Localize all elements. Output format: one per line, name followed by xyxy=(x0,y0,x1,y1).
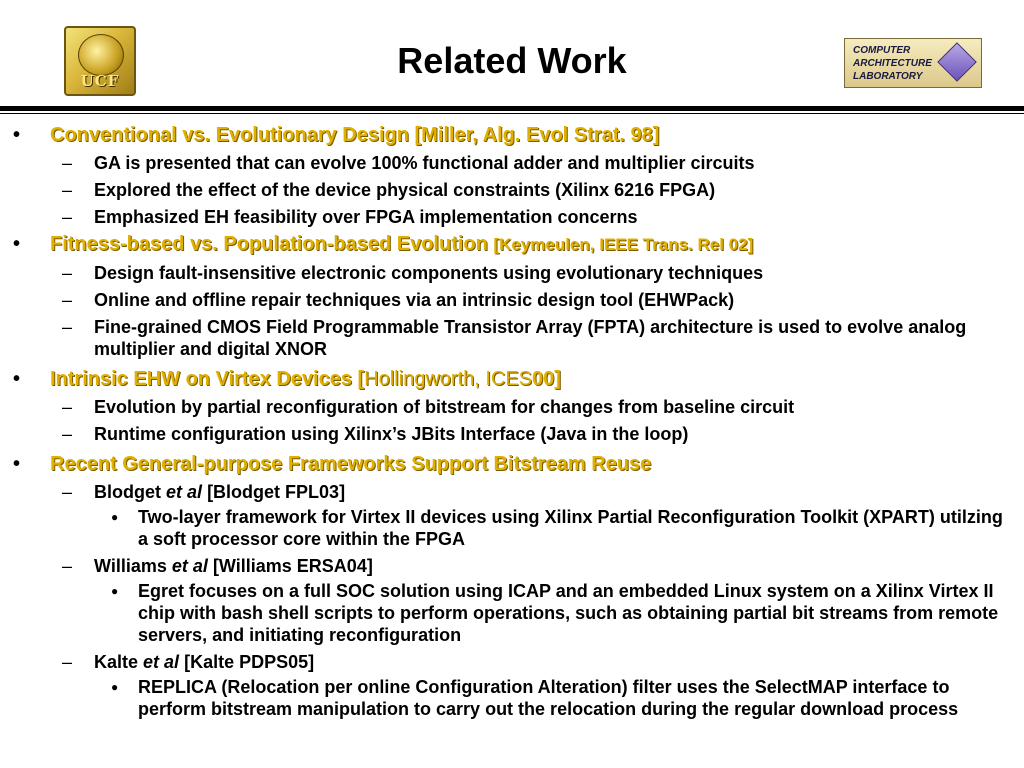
detail-bullet: ● REPLICA (Relocation per online Configuration Alteration) filter uses the SelectMAP interface to perform bitstream manipulation to carry out the relocation during the regular download process xyxy=(111,677,959,719)
header-divider-thin xyxy=(0,113,1024,114)
chip-icon xyxy=(937,42,977,82)
slide-body xyxy=(0,119,1024,720)
slide-title: Related Work xyxy=(397,40,627,81)
sub-bullet: – Fine-grained CMOS Field Programmable Transistor Array (FPTA) architecture is used to evolve analog multiplier and digital XNOR xyxy=(62,317,967,359)
bullet-glyph: • xyxy=(13,124,21,146)
sub-bullet: – Williams et al [Williams ERSA04] xyxy=(62,556,373,576)
bullet-glyph: • xyxy=(13,453,21,475)
bullet-heading: • Conventional vs. Evolutionary Design [Miller, Alg. Evol Strat. 98] xyxy=(13,124,660,146)
sub-bullet: – Runtime configuration using Xilinx’s JBits Interface (Java in the loop) xyxy=(62,424,689,444)
sub-bullet: – GA is presented that can evolve 100% functional adder and multiplier circuits xyxy=(62,153,755,173)
sub-bullet: – Kalte et al [Kalte PDPS05] xyxy=(62,652,315,672)
bullet-glyph: • xyxy=(13,233,21,255)
header-divider-thick xyxy=(0,106,1024,111)
citation: [Keymeulen, IEEE Trans. Rel 02] xyxy=(493,235,754,254)
lab-logo-text: COMPUTER ARCHITECTURE LABORATORY xyxy=(853,45,932,82)
sub-bullet: – Design fault-insensitive electronic components using evolutionary techniques xyxy=(62,263,764,283)
sub-bullet: – Blodget et al [Blodget FPL03] xyxy=(62,482,346,502)
bullet-glyph: • xyxy=(13,368,21,390)
sub-bullet: – Evolution by partial reconfiguration of bitstream for changes from baseline circuit xyxy=(62,397,795,417)
detail-bullet: ● Egret focuses on a full SOC solution using ICAP and an embedded Linux system on a Xilinx Virtex II chip with bash shell scripts to perform operations, such as obtaining partial bit streams from remote servers, and initiating reconfiguration xyxy=(111,581,999,645)
bullet-heading: • Intrinsic EHW on Virtex Devices [Hollingworth, ICES00] xyxy=(13,368,561,390)
bullet-heading: • Fitness-based vs. Population-based Evolution [Keymeulen, IEEE Trans. Rel 02] xyxy=(13,233,754,255)
sub-bullet: – Explored the effect of the device physical constraints (Xilinx 6216 FPGA) xyxy=(62,180,716,200)
ucf-logo-text: UCF xyxy=(80,72,120,90)
detail-bullet: ● Two-layer framework for Virtex II devices using Xilinx Partial Reconfiguration Toolkit (XPART) utilzing a soft processor core within the FPGA xyxy=(111,507,1003,549)
computer-architecture-lab-logo xyxy=(844,38,982,88)
sub-bullet: – Emphasized EH feasibility over FPGA implementation concerns xyxy=(62,207,638,227)
bullet-heading: • Recent General-purpose Frameworks Support Bitstream Reuse xyxy=(13,453,652,475)
sub-bullet: – Online and offline repair techniques via an intrinsic design tool (EHWPack) xyxy=(62,290,735,310)
